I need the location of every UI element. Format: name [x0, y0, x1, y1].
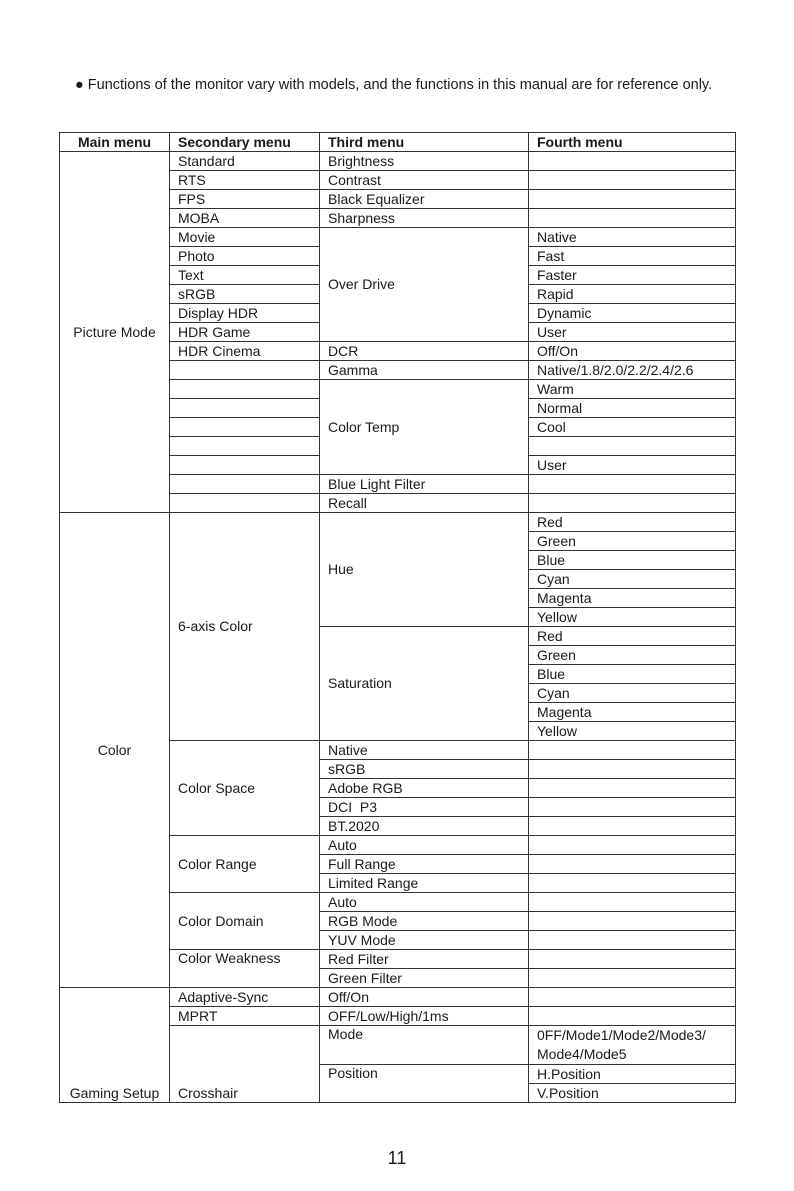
fourth-v-position: V.Position	[529, 1084, 736, 1103]
third-color-space-native: Native	[320, 741, 529, 760]
secondary-srgb: sRGB	[170, 285, 320, 304]
third-color-space-dci-p3: DCI P3	[320, 798, 529, 817]
fourth-empty	[529, 855, 736, 874]
fourth-cool: Cool	[529, 418, 736, 437]
header-third-menu: Third menu	[320, 133, 529, 152]
table-header-row	[60, 133, 736, 152]
fourth-empty	[529, 475, 736, 494]
secondary-color-weakness: Color Weakness	[170, 950, 320, 988]
header-secondary-menu: Secondary menu	[170, 133, 320, 152]
third-brightness: Brightness	[320, 152, 529, 171]
third-dcr: DCR	[320, 342, 529, 361]
fourth-hue-yellow: Yellow	[529, 608, 736, 627]
secondary-hdr-cinema: HDR Cinema	[170, 342, 320, 361]
third-color-range-limited: Limited Range	[320, 874, 529, 893]
secondary-color-domain: Color Domain	[170, 893, 320, 950]
page-number: 11	[387, 1148, 407, 1168]
fourth-empty	[529, 437, 736, 456]
third-mprt-value: OFF/Low/High/1ms	[320, 1007, 529, 1026]
third-black-equalizer: Black Equalizer	[320, 190, 529, 209]
third-color-space-srgb: sRGB	[320, 760, 529, 779]
fourth-empty	[529, 798, 736, 817]
fourth-empty	[529, 760, 736, 779]
fourth-hue-cyan: Cyan	[529, 570, 736, 589]
fourth-hue-red: Red	[529, 513, 736, 532]
fourth-dynamic: Dynamic	[529, 304, 736, 323]
main-picture-mode: Picture Mode	[60, 152, 170, 513]
fourth-empty	[529, 817, 736, 836]
secondary-empty	[170, 399, 320, 418]
fourth-empty	[529, 912, 736, 931]
fourth-sat-yellow: Yellow	[529, 722, 736, 741]
fourth-empty	[529, 171, 736, 190]
fourth-sat-magenta: Magenta	[529, 703, 736, 722]
fourth-empty	[529, 836, 736, 855]
secondary-movie: Movie	[170, 228, 320, 247]
fourth-empty	[529, 1007, 736, 1026]
secondary-moba: MOBA	[170, 209, 320, 228]
main-color: Color	[60, 513, 170, 988]
secondary-empty	[170, 361, 320, 380]
third-recall: Recall	[320, 494, 529, 513]
third-color-space-adobe-rgb: Adobe RGB	[320, 779, 529, 798]
fourth-sat-cyan: Cyan	[529, 684, 736, 703]
fourth-sat-red: Red	[529, 627, 736, 646]
fourth-empty	[529, 152, 736, 171]
third-color-domain-auto: Auto	[320, 893, 529, 912]
reference-note: ● Functions of the monitor vary with models, and the functions in this manual are for reference only.	[75, 77, 713, 93]
secondary-display-hdr: Display HDR	[170, 304, 320, 323]
secondary-empty	[170, 475, 320, 494]
fourth-hue-magenta: Magenta	[529, 589, 736, 608]
fourth-sat-green: Green	[529, 646, 736, 665]
secondary-rts: RTS	[170, 171, 320, 190]
third-color-domain-yuv: YUV Mode	[320, 931, 529, 950]
secondary-adaptive-sync: Adaptive-Sync	[170, 988, 320, 1007]
third-color-temp: Color Temp	[320, 380, 529, 475]
table-row	[60, 513, 736, 532]
secondary-color-range: Color Range	[170, 836, 320, 893]
third-over-drive: Over Drive	[320, 228, 529, 342]
secondary-crosshair: Crosshair	[170, 1026, 320, 1103]
third-blue-light-filter: Blue Light Filter	[320, 475, 529, 494]
fourth-user: User	[529, 323, 736, 342]
third-sharpness: Sharpness	[320, 209, 529, 228]
third-gamma: Gamma	[320, 361, 529, 380]
secondary-empty	[170, 437, 320, 456]
main-gaming-setup: Gaming Setup	[60, 988, 170, 1103]
fourth-empty	[529, 190, 736, 209]
table-row	[60, 152, 736, 171]
fourth-empty	[529, 741, 736, 760]
fourth-fast: Fast	[529, 247, 736, 266]
fourth-h-position: H.Position	[529, 1065, 736, 1084]
third-hue: Hue	[320, 513, 529, 627]
third-saturation: Saturation	[320, 627, 529, 741]
secondary-standard: Standard	[170, 152, 320, 171]
fourth-empty	[529, 931, 736, 950]
third-green-filter: Green Filter	[320, 969, 529, 988]
third-color-domain-rgb: RGB Mode	[320, 912, 529, 931]
secondary-empty	[170, 418, 320, 437]
secondary-color-space: Color Space	[170, 741, 320, 836]
third-color-range-full: Full Range	[320, 855, 529, 874]
fourth-empty	[529, 779, 736, 798]
third-color-space-bt2020: BT.2020	[320, 817, 529, 836]
fourth-empty	[529, 209, 736, 228]
third-position: Position	[320, 1065, 529, 1103]
fourth-sat-blue: Blue	[529, 665, 736, 684]
secondary-photo: Photo	[170, 247, 320, 266]
header-main-menu: Main menu	[60, 133, 170, 152]
fourth-empty	[529, 494, 736, 513]
fourth-empty	[529, 950, 736, 969]
third-mode: Mode	[320, 1026, 529, 1065]
fourth-mode-value: 0FF/Mode1/Mode2/Mode3/ Mode4/Mode5	[529, 1026, 736, 1065]
third-red-filter: Red Filter	[320, 950, 529, 969]
header-fourth-menu: Fourth menu	[529, 133, 736, 152]
secondary-text: Text	[170, 266, 320, 285]
secondary-6-axis-color: 6-axis Color	[170, 513, 320, 741]
fourth-empty	[529, 893, 736, 912]
fourth-rapid: Rapid	[529, 285, 736, 304]
fourth-empty	[529, 969, 736, 988]
fourth-faster: Faster	[529, 266, 736, 285]
third-color-range-auto: Auto	[320, 836, 529, 855]
fourth-native: Native	[529, 228, 736, 247]
fourth-dcr-value: Off/On	[529, 342, 736, 361]
fourth-normal: Normal	[529, 399, 736, 418]
fourth-user: User	[529, 456, 736, 475]
third-contrast: Contrast	[320, 171, 529, 190]
fourth-empty	[529, 874, 736, 893]
fourth-empty	[529, 988, 736, 1007]
osd-menu-table	[59, 132, 736, 1103]
fourth-hue-blue: Blue	[529, 551, 736, 570]
fourth-warm: Warm	[529, 380, 736, 399]
table-row	[60, 988, 736, 1007]
secondary-hdr-game: HDR Game	[170, 323, 320, 342]
third-adaptive-sync-value: Off/On	[320, 988, 529, 1007]
secondary-fps: FPS	[170, 190, 320, 209]
secondary-empty	[170, 494, 320, 513]
fourth-hue-green: Green	[529, 532, 736, 551]
secondary-mprt: MPRT	[170, 1007, 320, 1026]
secondary-empty	[170, 380, 320, 399]
secondary-empty	[170, 456, 320, 475]
fourth-gamma-value: Native/1.8/2.0/2.2/2.4/2.6	[529, 361, 736, 380]
